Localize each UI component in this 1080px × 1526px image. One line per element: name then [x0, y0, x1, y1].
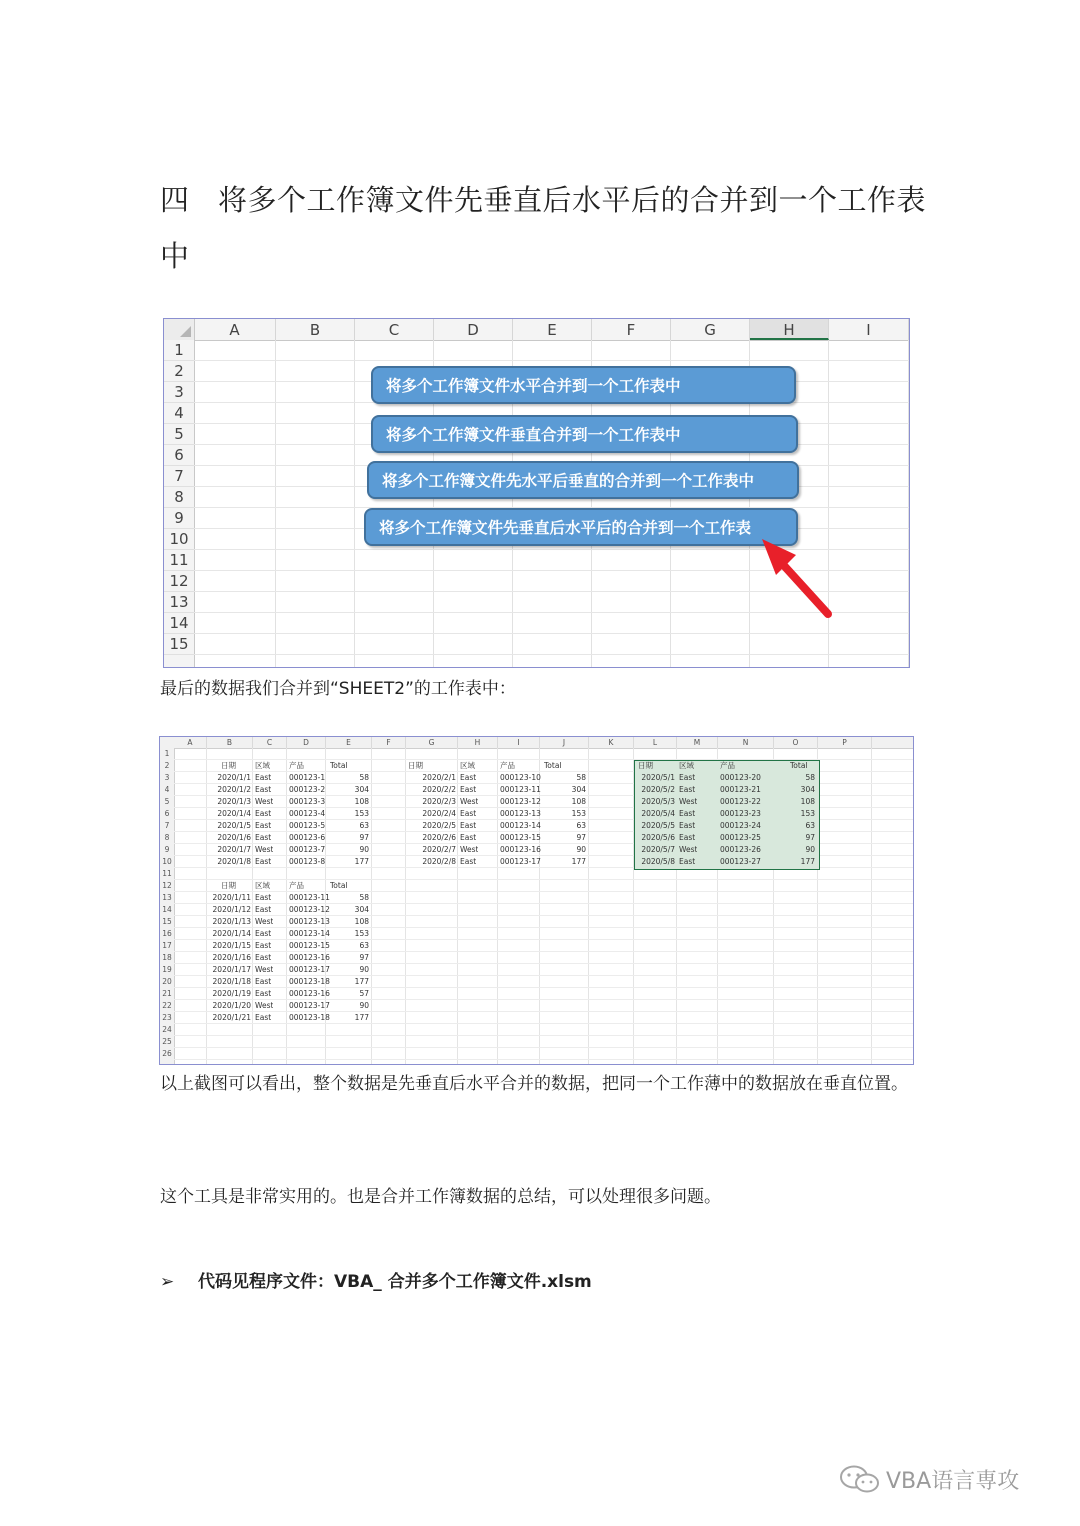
block-middle-product: 000123-16	[500, 845, 541, 854]
block-right-total: 63	[805, 821, 815, 830]
block-middle-region: East	[460, 833, 477, 842]
column-header-f[interactable]: F	[592, 319, 671, 340]
column-header-n: N	[718, 737, 774, 748]
column-header-h: H	[458, 737, 498, 748]
block-right-product: 000123-22	[720, 797, 761, 806]
block-right-header: 区域	[679, 761, 694, 770]
block-bottom-left-total: 153	[354, 929, 369, 938]
block-bottom-left-region: East	[255, 1013, 272, 1022]
row-header-5: 5	[164, 797, 170, 806]
block-right-total: 177	[800, 857, 815, 866]
gridline	[174, 987, 913, 988]
block-middle-header: 日期	[408, 761, 423, 770]
block-right-header: Total	[790, 761, 808, 770]
block-right-product: 000123-27	[720, 857, 761, 866]
block-middle-total: 97	[576, 833, 586, 842]
block-right-region: East	[679, 785, 696, 794]
block-bottom-left-region: East	[255, 953, 272, 962]
block-right-product: 000123-21	[720, 785, 761, 794]
column-header-m: M	[677, 737, 718, 748]
column-header-i[interactable]: I	[829, 319, 909, 340]
block-right-region: East	[679, 773, 696, 782]
block-right-date: 2020/5/3	[641, 797, 675, 806]
row-header-19: 19	[162, 965, 172, 974]
row-header-15[interactable]: 15	[164, 634, 194, 655]
block-bottom-left-region: West	[255, 917, 274, 926]
block-middle-date: 2020/2/8	[422, 857, 456, 866]
row-header-6[interactable]: 6	[164, 445, 194, 466]
block-top-left-total: 108	[354, 797, 369, 806]
row-header-10: 10	[162, 857, 172, 866]
heading-text: 将多个工作簿文件先垂直后水平后的合并到一个工作表中	[160, 183, 927, 273]
row-header-bar	[160, 748, 175, 1064]
block-top-left-date: 2020/1/2	[217, 785, 251, 794]
row-header-25: 25	[162, 1037, 172, 1046]
block-middle-date: 2020/2/1	[422, 773, 456, 782]
block-bottom-left-date: 2020/1/12	[212, 905, 251, 914]
block-right-product: 000123-23	[720, 809, 761, 818]
heading-number: 四	[160, 183, 190, 217]
block-bottom-left-product: 000123-17	[289, 1001, 330, 1010]
block-middle-header: 产品	[500, 761, 515, 770]
column-header-d: D	[287, 737, 326, 748]
block-middle-total: 153	[571, 809, 586, 818]
row-header-1: 1	[164, 749, 170, 758]
block-middle-region: East	[460, 785, 477, 794]
column-header-b: B	[207, 737, 253, 748]
row-header-12: 12	[162, 881, 172, 890]
block-bottom-left-header: 区域	[255, 881, 270, 890]
block-bottom-left-region: East	[255, 905, 272, 914]
block-bottom-left-total: 90	[359, 965, 369, 974]
block-top-left-date: 2020/1/7	[217, 845, 251, 854]
caption-text: 最后的数据我们合并到“SHEET2”的工作表中：	[160, 679, 516, 699]
block-middle-header: Total	[544, 761, 562, 770]
block-right-date: 2020/5/1	[641, 773, 675, 782]
block-top-left-product: 000123-8	[289, 857, 326, 866]
block-bottom-left-product: 000123-18	[289, 1013, 330, 1022]
block-right-product: 000123-20	[720, 773, 761, 782]
block-bottom-left-product: 000123-17	[289, 965, 330, 974]
block-bottom-left-total: 304	[354, 905, 369, 914]
block-middle-total: 58	[576, 773, 586, 782]
gridline	[174, 891, 913, 892]
block-right-product: 000123-26	[720, 845, 761, 854]
column-header-d[interactable]: D	[434, 319, 513, 340]
wechat-icon	[838, 1463, 882, 1495]
block-bottom-left-product: 000123-16	[289, 953, 330, 962]
column-header-c[interactable]: C	[355, 319, 434, 340]
block-bottom-left-date: 2020/1/21	[212, 1013, 251, 1022]
row-header-15: 15	[162, 917, 172, 926]
gridline	[174, 951, 913, 952]
block-bottom-left-product: 000123-13	[289, 917, 330, 926]
row-header-22: 22	[162, 1001, 172, 1010]
block-middle-product: 000123-13	[500, 809, 541, 818]
block-right-date: 2020/5/7	[641, 845, 675, 854]
row-header-6: 6	[164, 809, 170, 818]
column-header-p: P	[818, 737, 872, 748]
block-bottom-left-region: East	[255, 977, 272, 986]
gridline	[174, 963, 913, 964]
row-header-13: 13	[162, 893, 172, 902]
block-bottom-left-total: 108	[354, 917, 369, 926]
block-top-left-region: East	[255, 821, 272, 830]
block-middle-date: 2020/2/2	[422, 785, 456, 794]
block-bottom-left-total: 177	[354, 1013, 369, 1022]
block-bottom-left-total: 63	[359, 941, 369, 950]
block-bottom-left-date: 2020/1/17	[212, 965, 251, 974]
block-bottom-left-date: 2020/1/16	[212, 953, 251, 962]
row-header-13[interactable]: 13	[164, 592, 194, 613]
block-top-left-total: 153	[354, 809, 369, 818]
block-top-left-date: 2020/1/5	[217, 821, 251, 830]
row-header-21: 21	[162, 989, 172, 998]
block-middle-date: 2020/2/3	[422, 797, 456, 806]
gridline	[174, 939, 913, 940]
row-header-4: 4	[164, 785, 170, 794]
block-top-left-region: East	[255, 857, 272, 866]
page-heading	[160, 172, 940, 284]
block-right-header: 日期	[638, 761, 653, 770]
block-right-date: 2020/5/2	[641, 785, 675, 794]
block-bottom-left-total: 177	[354, 977, 369, 986]
row-header-18: 18	[162, 953, 172, 962]
block-middle-region: East	[460, 809, 477, 818]
block-middle-product: 000123-12	[500, 797, 541, 806]
block-top-left-region: East	[255, 785, 272, 794]
column-header-i: I	[498, 737, 540, 748]
column-header-e[interactable]: E	[513, 319, 592, 340]
block-top-left-region: West	[255, 845, 274, 854]
gridline	[174, 1023, 913, 1024]
block-middle-total: 90	[576, 845, 586, 854]
block-bottom-left-date: 2020/1/18	[212, 977, 251, 986]
gridline	[174, 1035, 913, 1036]
block-right-date: 2020/5/5	[641, 821, 675, 830]
block-top-left-product: 000123-2	[289, 785, 326, 794]
column-header-a: A	[174, 737, 207, 748]
block-right-region: West	[679, 797, 698, 806]
block-bottom-left-product: 000123-18	[289, 977, 330, 986]
block-top-left-product: 000123-5	[289, 821, 326, 830]
block-top-left-product: 000123-1	[289, 773, 326, 782]
row-header-7: 7	[164, 821, 170, 830]
block-right-total: 97	[805, 833, 815, 842]
gridline	[174, 999, 913, 1000]
block-top-left-header: 产品	[289, 761, 304, 770]
block-middle-date: 2020/2/7	[422, 845, 456, 854]
block-bottom-left-region: West	[255, 965, 274, 974]
gridline	[174, 1059, 913, 1060]
block-bottom-left-date: 2020/1/13	[212, 917, 251, 926]
block-bottom-left-region: East	[255, 989, 272, 998]
block-top-left-product: 000123-4	[289, 809, 326, 818]
block-top-left-date: 2020/1/6	[217, 833, 251, 842]
block-right-region: East	[679, 809, 696, 818]
block-bottom-left-date: 2020/1/20	[212, 1001, 251, 1010]
gridline	[174, 975, 913, 976]
block-top-left-total: 304	[354, 785, 369, 794]
gridline	[174, 1011, 913, 1012]
row-header-8: 8	[164, 833, 170, 842]
block-right-date: 2020/5/8	[641, 857, 675, 866]
block-middle-product: 000123-11	[500, 785, 541, 794]
block-middle-region: East	[460, 773, 477, 782]
block-bottom-left-region: East	[255, 893, 272, 902]
block-bottom-left-header: Total	[330, 881, 348, 890]
block-right-product: 000123-25	[720, 833, 761, 842]
gridline	[174, 915, 913, 916]
excel-screenshot-result	[159, 736, 914, 1065]
block-middle-product: 000123-17	[500, 857, 541, 866]
row-header-12[interactable]: 12	[164, 571, 194, 592]
block-bottom-left-date: 2020/1/14	[212, 929, 251, 938]
block-top-left-total: 58	[359, 773, 369, 782]
block-right-product: 000123-24	[720, 821, 761, 830]
block-bottom-left-header: 产品	[289, 881, 304, 890]
block-middle-region: West	[460, 797, 479, 806]
block-bottom-left-region: West	[255, 1001, 274, 1010]
row-header-10[interactable]: 10	[164, 529, 194, 550]
block-top-left-total: 177	[354, 857, 369, 866]
block-top-left-header: 区域	[255, 761, 270, 770]
row-header-16: 16	[162, 929, 172, 938]
watermark	[838, 1459, 1019, 1499]
row-header-7[interactable]: 7	[164, 466, 194, 487]
gridline	[174, 879, 913, 880]
block-right-total: 90	[805, 845, 815, 854]
excel-screenshot-buttons	[163, 318, 910, 668]
column-header-g[interactable]: G	[671, 319, 750, 340]
row-header-8[interactable]: 8	[164, 487, 194, 508]
watermark-text: VBA语言専攻	[886, 1468, 1020, 1494]
macro-button-vertical[interactable]: 将多个工作簿文件垂直合并到一个工作表中	[371, 415, 798, 453]
block-middle-total: 177	[571, 857, 586, 866]
block-top-left-date: 2020/1/3	[217, 797, 251, 806]
block-bottom-left-total: 97	[359, 953, 369, 962]
block-right-total: 304	[800, 785, 815, 794]
block-right-region: West	[679, 845, 698, 854]
macro-button-vertical-then-horizontal[interactable]: 将多个工作簿文件先垂直后水平后的合并到一个工作表	[364, 508, 798, 546]
block-right-header: 产品	[720, 761, 735, 770]
column-header-h[interactable]: H	[750, 319, 829, 340]
row-header-14[interactable]: 14	[164, 613, 194, 634]
block-bottom-left-product: 000123-12	[289, 905, 330, 914]
block-right-total: 108	[800, 797, 815, 806]
row-header-2[interactable]: 2	[164, 361, 194, 382]
row-header-11[interactable]: 11	[164, 550, 194, 571]
block-middle-header: 区域	[460, 761, 475, 770]
row-header-1[interactable]: 1	[164, 340, 194, 361]
block-right-region: East	[679, 821, 696, 830]
block-middle-product: 000123-14	[500, 821, 541, 830]
column-header-a[interactable]: A	[194, 319, 276, 340]
block-middle-region: East	[460, 857, 477, 866]
gridline	[174, 1047, 913, 1048]
block-right-date: 2020/5/4	[641, 809, 675, 818]
block-middle-product: 000123-10	[500, 773, 541, 782]
block-middle-date: 2020/2/5	[422, 821, 456, 830]
row-header-20: 20	[162, 977, 172, 986]
block-top-left-region: West	[255, 797, 274, 806]
row-header-3[interactable]: 3	[164, 382, 194, 403]
column-header-f: F	[372, 737, 406, 748]
block-bottom-left-product: 000123-16	[289, 989, 330, 998]
code-file-text: 代码见程序文件：VBA_ 合并多个工作簿文件.xlsm	[198, 1272, 592, 1292]
block-bottom-left-date: 2020/1/15	[212, 941, 251, 950]
block-bottom-left-product: 000123-15	[289, 941, 330, 950]
row-header-17: 17	[162, 941, 172, 950]
block-middle-total: 63	[576, 821, 586, 830]
row-header-4[interactable]: 4	[164, 403, 194, 424]
block-middle-region: East	[460, 821, 477, 830]
code-file-note	[160, 1268, 592, 1296]
block-top-left-product: 000123-3	[289, 797, 326, 806]
bullet-arrow-icon: ➢	[160, 1272, 175, 1292]
block-top-left-header: Total	[330, 761, 348, 770]
block-middle-total: 108	[571, 797, 586, 806]
row-header-24: 24	[162, 1025, 172, 1034]
block-bottom-left-product: 000123-14	[289, 929, 330, 938]
block-top-left-region: East	[255, 809, 272, 818]
block-bottom-left-product: 000123-11	[289, 893, 330, 902]
red-arrow-icon	[164, 319, 909, 667]
column-header-bar	[160, 737, 913, 749]
block-bottom-left-total: 58	[359, 893, 369, 902]
row-header-5[interactable]: 5	[164, 424, 194, 445]
block-top-left-product: 000123-7	[289, 845, 326, 854]
row-header-26: 26	[162, 1049, 172, 1058]
block-right-total: 58	[805, 773, 815, 782]
block-top-left-region: East	[255, 773, 272, 782]
block-right-region: East	[679, 833, 696, 842]
row-header-2: 2	[164, 761, 170, 770]
paragraph-summary: 以上截图可以看出，整个数据是先垂直后水平合并的数据，把同一个工作薄中的数据放在垂直位置。	[160, 1074, 908, 1094]
macro-button-horizontal-then-vertical[interactable]: 将多个工作簿文件先水平后垂直的合并到一个工作表中	[367, 461, 799, 499]
block-right-total: 153	[800, 809, 815, 818]
column-header-k: K	[589, 737, 634, 748]
block-top-left-total: 97	[359, 833, 369, 842]
row-header-9[interactable]: 9	[164, 508, 194, 529]
block-bottom-left-total: 57	[359, 989, 369, 998]
block-right-date: 2020/5/6	[641, 833, 675, 842]
column-header-e: E	[326, 737, 372, 748]
gridline	[174, 903, 913, 904]
row-header-3: 3	[164, 773, 170, 782]
block-bottom-left-region: East	[255, 929, 272, 938]
column-header-l: L	[634, 737, 677, 748]
block-middle-product: 000123-15	[500, 833, 541, 842]
block-bottom-left-date: 2020/1/19	[212, 989, 251, 998]
block-top-left-total: 63	[359, 821, 369, 830]
column-header-g: G	[406, 737, 458, 748]
block-top-left-header: 日期	[221, 761, 236, 770]
block-middle-date: 2020/2/6	[422, 833, 456, 842]
row-header-9: 9	[164, 845, 170, 854]
block-bottom-left-region: East	[255, 941, 272, 950]
block-bottom-left-date: 2020/1/11	[212, 893, 251, 902]
block-top-left-date: 2020/1/8	[217, 857, 251, 866]
block-top-left-total: 90	[359, 845, 369, 854]
paragraph-conclusion: 这个工具是非常实用的。也是合并工作簿数据的总结，可以处理很多问题。	[160, 1187, 721, 1207]
block-bottom-left-header: 日期	[221, 881, 236, 890]
block-top-left-date: 2020/1/1	[217, 773, 251, 782]
row-header-23: 23	[162, 1013, 172, 1022]
column-header-b[interactable]: B	[276, 319, 355, 340]
column-header-c: C	[253, 737, 287, 748]
block-middle-total: 304	[571, 785, 586, 794]
block-middle-date: 2020/2/4	[422, 809, 456, 818]
block-top-left-product: 000123-6	[289, 833, 326, 842]
column-header-j: J	[540, 737, 589, 748]
gridline	[174, 927, 913, 928]
block-middle-region: West	[460, 845, 479, 854]
block-top-left-region: East	[255, 833, 272, 842]
row-header-11: 11	[162, 869, 172, 878]
block-right-region: East	[679, 857, 696, 866]
column-header-o: O	[774, 737, 818, 748]
row-header-14: 14	[162, 905, 172, 914]
block-bottom-left-total: 90	[359, 1001, 369, 1010]
block-top-left-date: 2020/1/4	[217, 809, 251, 818]
macro-button-horizontal[interactable]: 将多个工作簿文件水平合并到一个工作表中	[371, 366, 796, 404]
